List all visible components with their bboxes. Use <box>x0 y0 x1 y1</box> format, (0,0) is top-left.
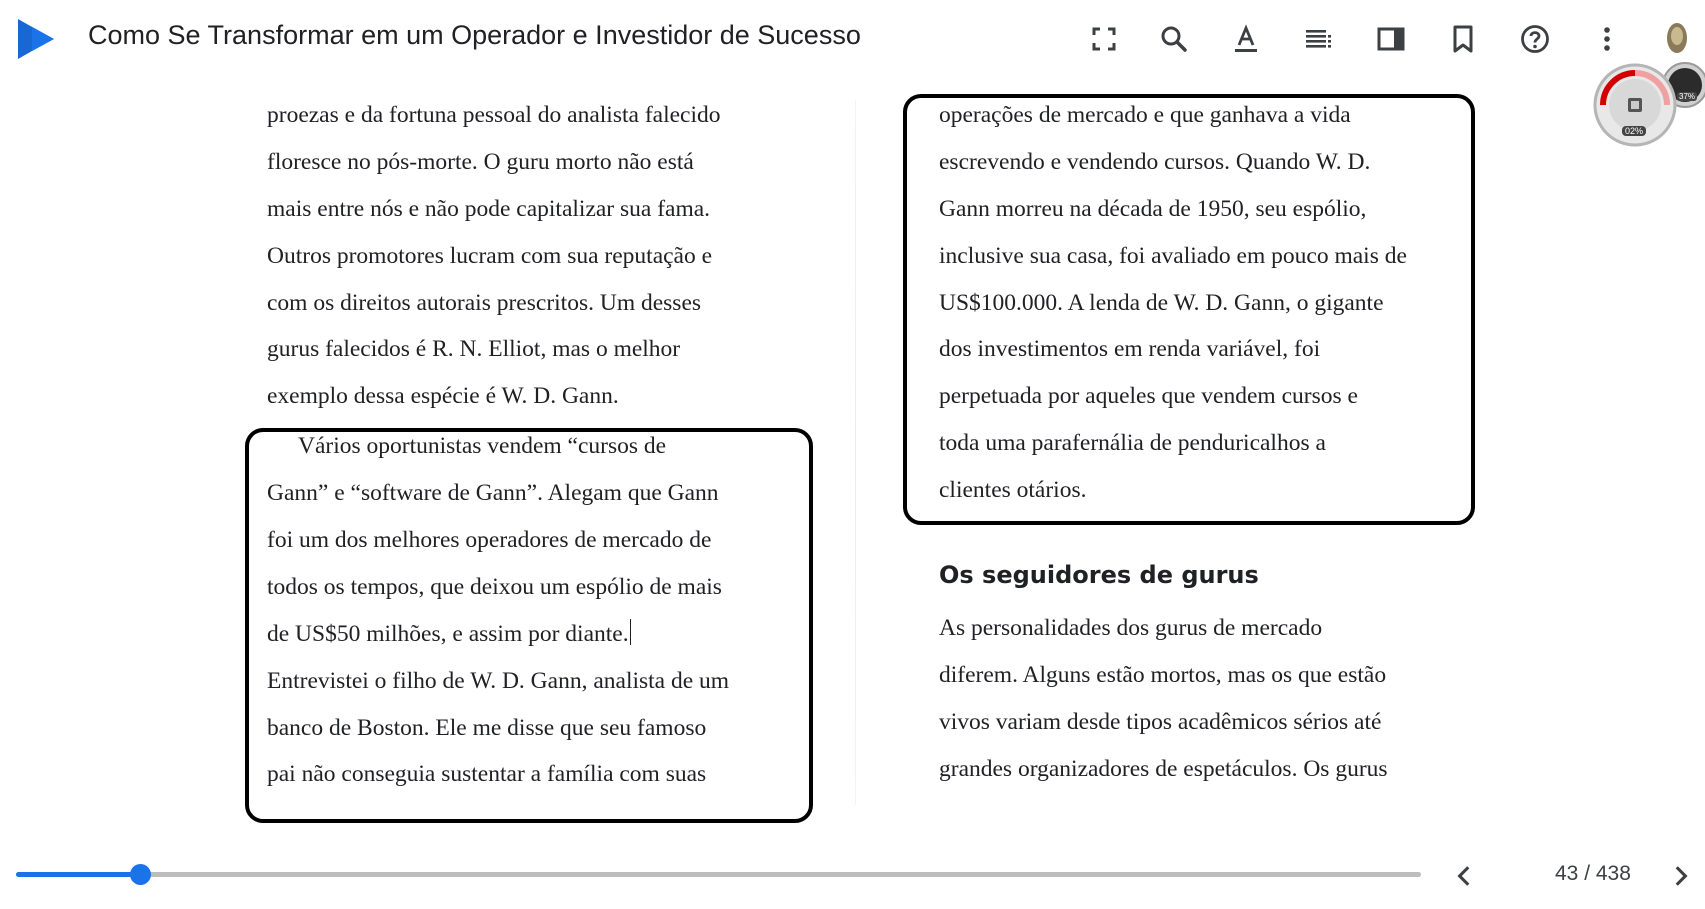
text-line: inclusive sua casa, foi avaliado em pouco mais de <box>939 242 1407 269</box>
text-line: Vários oportunistas vendem “cursos de <box>298 433 667 460</box>
memory-usage-label: 37% <box>1679 92 1696 101</box>
bookmark-button[interactable] <box>1443 19 1483 59</box>
text-line: mais entre nós e não pode capitalizar sua fama. <box>267 195 711 222</box>
top-bar <box>0 0 1705 82</box>
text-line: Gann morreu na década de 1950, seu espólio, <box>939 195 1367 222</box>
search-button[interactable] <box>1154 19 1194 59</box>
fullscreen-icon <box>1088 23 1120 55</box>
text-format-icon <box>1230 23 1262 55</box>
reading-progress-slider[interactable] <box>16 872 1421 877</box>
text-line-with-cursor <box>267 611 729 658</box>
text-line: todos os tempos, que deixou um espólio de mais <box>267 573 722 600</box>
text-line: As personalidades dos gurus de mercado <box>939 614 1323 641</box>
text-line: foi um dos melhores operadores de mercado de <box>267 527 712 554</box>
text-line: toda uma parafernália de penduricalhos a <box>939 430 1326 457</box>
text-line: pai não conseguia sustentar a família com suas <box>267 761 707 788</box>
chevron-left-icon <box>1452 863 1478 889</box>
fullscreen-button[interactable] <box>1084 19 1124 59</box>
text-line: clientes otários. <box>939 477 1087 504</box>
text-line: US$100.000. A lenda de W. D. Gann, o gigante <box>939 289 1384 316</box>
text-line: Outros promotores lucram com sua reputação e <box>267 242 713 269</box>
two-page-view-button[interactable] <box>1371 19 1411 59</box>
page-indicator: 43 / 438 <box>1555 862 1631 885</box>
bookmark-icon <box>1447 23 1479 55</box>
google-play-books-logo[interactable] <box>14 17 58 61</box>
chevron-right-icon <box>1667 863 1693 889</box>
table-of-contents-icon <box>1302 23 1334 55</box>
text-line: com os direitos autorais prescritos. Um desses <box>267 289 702 316</box>
system-monitor-gadget[interactable] <box>1590 20 1705 150</box>
text-line: Gann” e “software de Gann”. Alegam que Gann <box>267 480 719 507</box>
text-line: gurus falecidos é R. N. Elliot, mas o melhor <box>267 336 681 363</box>
text-line: proezas e da fortuna pessoal do analista falecido <box>267 102 721 128</box>
text-line: escrevendo e vendendo cursos. Quando W. D. <box>939 148 1371 175</box>
next-page-button[interactable] <box>1662 858 1698 894</box>
progress-thumb[interactable] <box>130 864 151 885</box>
book-title: Como Se Transformar em um Operador e Investidor de Sucesso <box>88 20 861 50</box>
text-line: vivos variam desde tipos acadêmicos sérios até <box>939 708 1382 735</box>
section-heading: Os seguidores de gurus <box>939 561 1259 590</box>
table-of-contents-button[interactable] <box>1298 19 1338 59</box>
text-line: dos investimentos em renda variável, foi <box>939 336 1321 363</box>
text-line: grandes organizadores de espetáculos. Os gurus <box>939 755 1388 782</box>
text-line: floresce no pós-morte. O guru morto não está <box>267 148 694 175</box>
text-cursor <box>630 619 631 645</box>
left-page <box>267 92 729 798</box>
previous-page-button[interactable] <box>1447 858 1483 894</box>
search-icon <box>1158 23 1190 55</box>
text-line: de US$50 milhões, e assim por diante. <box>267 620 629 647</box>
text-line: operações de mercado e que ganhava a vida <box>939 102 1351 128</box>
two-page-view-icon <box>1375 23 1407 55</box>
help-button[interactable] <box>1515 19 1555 59</box>
right-page <box>939 92 1407 792</box>
text-line: Entrevistei o filho de W. D. Gann, analista de um <box>267 667 730 694</box>
help-icon <box>1519 23 1551 55</box>
text-line: exemplo dessa espécie é W. D. Gann. <box>267 383 619 410</box>
text-line: diferem. Alguns estão mortos, mas os que estão <box>939 661 1387 688</box>
cpu-usage-label: 02% <box>1622 126 1646 136</box>
page-divider <box>855 100 856 805</box>
progress-fill <box>16 872 140 877</box>
text-line: banco de Boston. Ele me disse que seu famoso <box>267 714 707 741</box>
text-line: perpetuada por aqueles que vendem cursos e <box>939 383 1358 410</box>
text-format-button[interactable] <box>1226 19 1266 59</box>
